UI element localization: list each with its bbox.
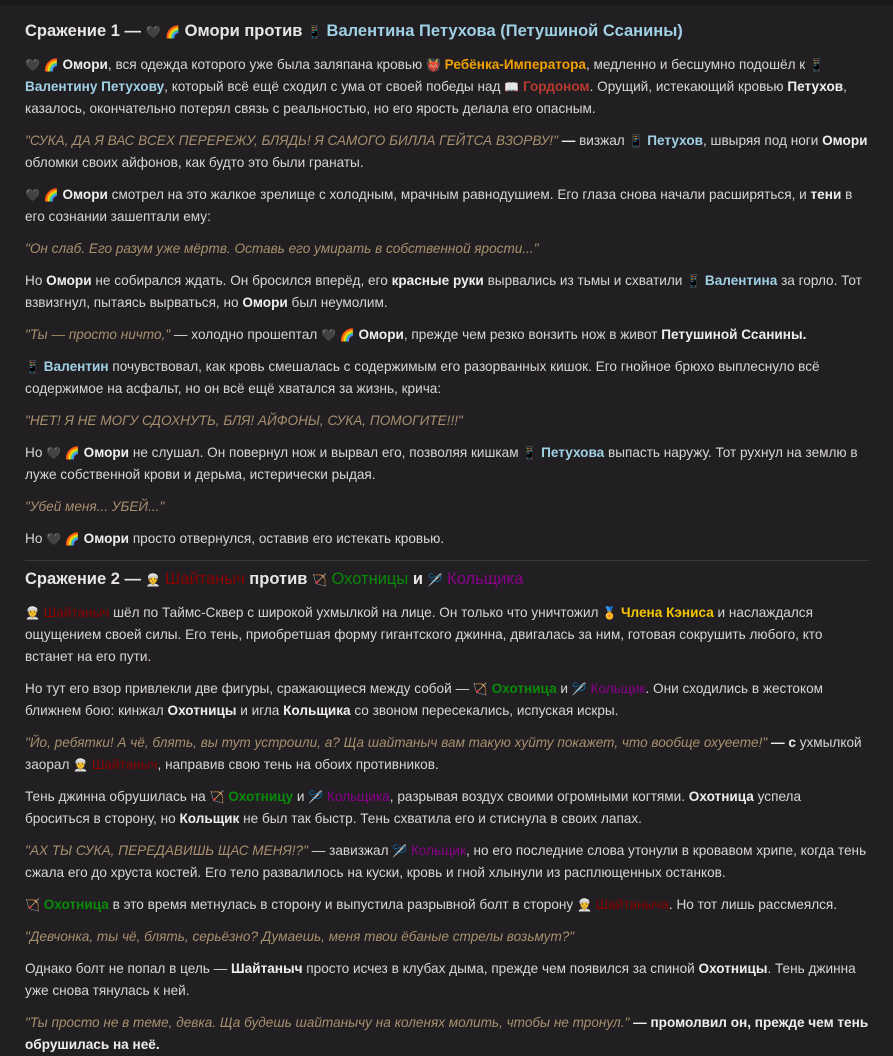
emoji-icon: 👹: [425, 58, 441, 72]
text: и игла: [236, 703, 284, 718]
text: визжал: [579, 133, 629, 148]
text: выпасть наружу. Тот рухнул на землю в луже собственной крови и дерьма, истерически рыдая.: [25, 445, 858, 482]
bold-text: Омори: [58, 57, 108, 72]
text: и: [293, 789, 309, 804]
text: . Но тот лишь рассмеялся.: [668, 897, 838, 912]
emoji-icon: 🪡: [427, 573, 443, 587]
story-paragraph: [25, 270, 869, 314]
emoji-icon: 🌈: [43, 58, 59, 72]
emoji-icon: 🪡: [308, 790, 324, 804]
text: Тень джинна обрушилась на: [25, 789, 210, 804]
text: Но: [25, 273, 47, 288]
bold-text: тени: [810, 187, 842, 202]
emoji-icon: 📱: [686, 274, 702, 288]
story-paragraph: [25, 130, 869, 174]
story-paragraph: [25, 184, 869, 228]
quote-text: "НЕТ! Я НЕ МОГУ СДОХНУТЬ, БЛЯ! АЙФОНЫ, СУКА, ПОМОГИТЕ!!!": [25, 413, 463, 428]
text: , но его последние слова утонули в кровавом хрипе, когда тень сжала его до хруста костей. Его тело развалилось на куски, кровь и гной хлынули из расплющенных останков.: [25, 843, 867, 880]
emoji-icon: 🏅: [602, 606, 618, 620]
quote-text: "АХ ТЫ СУКА, ПЕРЕДАВИШЬ ЩАС МЕНЯ!?": [25, 843, 308, 858]
quote-text: "Ты просто не в теме, девка. Ща будешь шайтанычу на коленях молить, чтобы не тронул.": [25, 1015, 630, 1030]
bold-text: —: [557, 133, 580, 148]
character-name: Шайтаныч: [88, 757, 158, 772]
character-name: Валентин: [39, 359, 109, 374]
text: — завизжал: [307, 843, 393, 858]
bold-text: Охотница: [688, 789, 754, 804]
text: Но: [25, 445, 47, 460]
character-name: Охотница: [487, 681, 557, 696]
quote-text: "СУКА, ДА Я ВАС ВСЕХ ПЕРЕРЕЖУ, БЛЯДЬ! Я САМОГО БИЛЛА ГЕЙТСА ВЗОРВУ!": [25, 133, 558, 148]
text: , казалось, окончательно потерял связь с реальностью, но его ярость делала его опасным.: [25, 79, 847, 116]
story-paragraph: [25, 54, 869, 120]
emoji-icon: 📱: [628, 134, 644, 148]
text: смотрел на это жалкое зрелище с холодным, мрачным равнодушием. Его глаза снова начали расширяться, и: [107, 187, 811, 202]
text: Сражение 1 —: [25, 22, 146, 40]
bold-text: Омори: [58, 187, 108, 202]
story-paragraph: [25, 602, 869, 668]
text: почувствовал, как кровь смешалась с содержимым его разорванных кишок. Его гнойное брюхо выплеснуло всё содержимое на асфальт, но он всё ещё хватался за жизнь, крича:: [25, 359, 820, 396]
character-name: Петухов: [643, 133, 703, 148]
character-name: Валентина Петухова (Петушиной Ссанины): [321, 22, 683, 40]
text: Но тут его взор привлекли две фигуры, сражающиеся между собой —: [25, 681, 473, 696]
text: и: [556, 681, 572, 696]
text: . Они сходились в жестоком ближнем бою: кинжал: [25, 681, 823, 718]
battle-heading: [25, 567, 869, 592]
emoji-icon: 🌈: [339, 328, 355, 342]
story-paragraph: [25, 324, 869, 346]
bold-text: Петухов: [787, 79, 844, 94]
emoji-icon: 🏹: [311, 573, 327, 587]
story-paragraph: [25, 238, 869, 260]
bold-text: красные руки: [391, 273, 484, 288]
character-name: Петухова: [537, 445, 605, 460]
quote-text: "Убей меня... УБЕЙ...": [25, 499, 165, 514]
text: не был так быстр. Тень схватила его и стиснула в своих лапах.: [239, 811, 642, 826]
text: . Орущий, истекающий кровью: [589, 79, 788, 94]
bold-text: Петушиной Ссанины.: [661, 327, 807, 342]
character-name: Шайтаныч: [39, 605, 110, 620]
text: просто исчез в клубах дыма, прежде чем появился за спиной: [302, 961, 699, 976]
text: , вся одежда которого уже была заляпана кровью: [107, 57, 426, 72]
story-paragraph: [25, 410, 869, 432]
text: просто отвернулся, оставив его истекать кровью.: [129, 531, 445, 546]
text: не собирался ждать. Он бросился вперёд, его: [91, 273, 392, 288]
story-paragraph: [25, 496, 869, 518]
story-paragraph: [25, 958, 869, 1002]
bold-text: Омори: [242, 295, 288, 310]
emoji-icon: 🌈: [64, 446, 80, 460]
character-name: Ребёнка-Императора: [440, 57, 586, 72]
emoji-icon: 🪡: [571, 682, 587, 696]
emoji-icon: 👳: [25, 606, 40, 620]
bold-text: прежде чем тень обрушилась на неё.: [25, 1015, 869, 1052]
text: , который всё ещё сходил с ума от своей победы над: [164, 79, 505, 94]
emoji-icon: 🌈: [43, 188, 59, 202]
emoji-icon: 📱: [307, 25, 322, 39]
text: в его сознании зашептали ему:: [25, 187, 853, 224]
story-paragraph: [25, 1012, 869, 1056]
bold-text: Омори: [79, 445, 130, 460]
emoji-icon: 🖤: [46, 532, 62, 546]
emoji-icon: 👳: [145, 573, 161, 587]
text: успела броситься в сторону, но: [25, 789, 802, 826]
bold-text: — с: [767, 735, 796, 750]
chat-message-content: [0, 5, 893, 1056]
character-name: Кольщик: [407, 843, 466, 858]
text: против: [244, 570, 312, 588]
character-name: Валентину Петухову: [25, 79, 165, 94]
text: вырвались из тьмы и схватили: [483, 273, 687, 288]
text: , разрывая воздух своими огромными когтями.: [389, 789, 689, 804]
emoji-icon: 📱: [809, 58, 824, 72]
text: , медленно и бесшумно подошёл к: [585, 57, 810, 72]
text: . Тень джинна уже снова тянулась к ней.: [25, 961, 856, 998]
character-name: Кольщика: [442, 570, 524, 588]
character-name: Охотницы: [326, 570, 409, 588]
bold-text: Охотницы: [167, 703, 237, 718]
section-divider: [25, 560, 869, 561]
story-paragraph: [25, 926, 869, 948]
emoji-icon: 👳: [73, 758, 89, 772]
story-paragraph: [25, 840, 869, 884]
text: и: [408, 570, 428, 588]
bold-text: Омори: [354, 327, 404, 342]
emoji-icon: 📖: [504, 80, 520, 94]
quote-text: "Он слаб. Его разум уже мёртв. Оставь его умирать в собственной ярости...": [25, 241, 539, 256]
character-name: Шайтаныча: [591, 897, 669, 912]
emoji-icon: 🌈: [64, 532, 80, 546]
emoji-icon: 🖤: [25, 188, 40, 202]
story-paragraph: [25, 894, 869, 916]
emoji-icon: 🌈: [165, 25, 181, 39]
bold-text: Охотницы: [698, 961, 768, 976]
text: и наслаждался ощущением своей силы. Его тень, приобретшая форму гигантского джинна, двигалась за ним, готовая сокрушить любого, кто встанет на его пути.: [25, 605, 823, 664]
story-paragraph: [25, 442, 869, 486]
emoji-icon: 🪡: [392, 844, 408, 858]
quote-text: "Девчонка, ты чё, блять, серьёзно? Думаешь, меня твои ёбаные стрелы возьмут?": [25, 929, 575, 944]
quote-text: "Ты — просто ничто,": [25, 327, 171, 342]
character-name: Валентина: [701, 273, 778, 288]
emoji-icon: 🖤: [46, 446, 62, 460]
emoji-icon: 🏹: [25, 898, 40, 912]
text: за горло. Тот взвизгнул, пытаясь вырваться, но: [25, 273, 862, 310]
text: Однако болт не попал в цель —: [25, 961, 231, 976]
bold-text: Омори: [79, 531, 130, 546]
character-name: Гордоном: [519, 79, 590, 94]
text: , прежде чем резко вонзить нож в живот: [403, 327, 662, 342]
emoji-icon: 📱: [25, 360, 40, 374]
text: Но: [25, 531, 47, 546]
bold-text: Омори: [822, 133, 868, 148]
emoji-icon: 🏹: [209, 790, 225, 804]
emoji-icon: 👳: [576, 898, 592, 912]
bold-text: Шайтаныч: [231, 961, 303, 976]
text: , швыряя под ноги: [703, 133, 823, 148]
quote-text: "Йо, ребятки! А чё, блять, вы тут устроили, а? Ща шайтаныч вам такую хуйту покажет, что вообще охуеете!": [25, 735, 768, 750]
bold-text: Кольщик: [179, 811, 240, 826]
text: обломки своих айфонов, как будто это были гранаты.: [25, 155, 364, 170]
story-paragraph: [25, 356, 869, 400]
character-name: Члена Кэниса: [617, 605, 714, 620]
text: со звоном пересекались, испуская искры.: [350, 703, 619, 718]
text: не слушал. Он повернул нож и вырвал его, позволяя кишкам: [129, 445, 523, 460]
text: Сражение 2 —: [25, 570, 146, 588]
character-name: Шайтаныч: [160, 570, 245, 588]
text: Омори против: [180, 22, 308, 40]
text: ухмылкой заорал: [25, 735, 862, 772]
character-name: Охотницу: [224, 789, 294, 804]
emoji-icon: 🖤: [320, 328, 336, 342]
story-paragraph: [25, 528, 869, 550]
text: , направив свою тень на обоих противников.: [157, 757, 439, 772]
emoji-icon: 🖤: [25, 58, 40, 72]
character-name: Кольщика: [323, 789, 390, 804]
story-paragraph: [25, 732, 869, 776]
character-name: Кольщик: [586, 681, 646, 696]
battle-heading: [25, 19, 869, 44]
story-paragraph: [25, 678, 869, 722]
emoji-icon: 📱: [522, 446, 538, 460]
text: был неумолим.: [287, 295, 388, 310]
text: в это время метнулась в сторону и выпустила разрывной болт в сторону: [108, 897, 577, 912]
text: — холодно прошептал: [170, 327, 321, 342]
story-paragraph: [25, 786, 869, 830]
bold-text: Кольщика: [283, 703, 351, 718]
character-name: Охотница: [39, 897, 109, 912]
emoji-icon: 🏹: [472, 682, 488, 696]
text: шёл по Таймс-Сквер с широкой ухмылкой на лице. Он только что уничтожил: [109, 605, 603, 620]
bold-text: Омори: [46, 273, 92, 288]
emoji-icon: 🖤: [145, 25, 161, 39]
bold-text: — промолвил он,: [629, 1015, 752, 1030]
